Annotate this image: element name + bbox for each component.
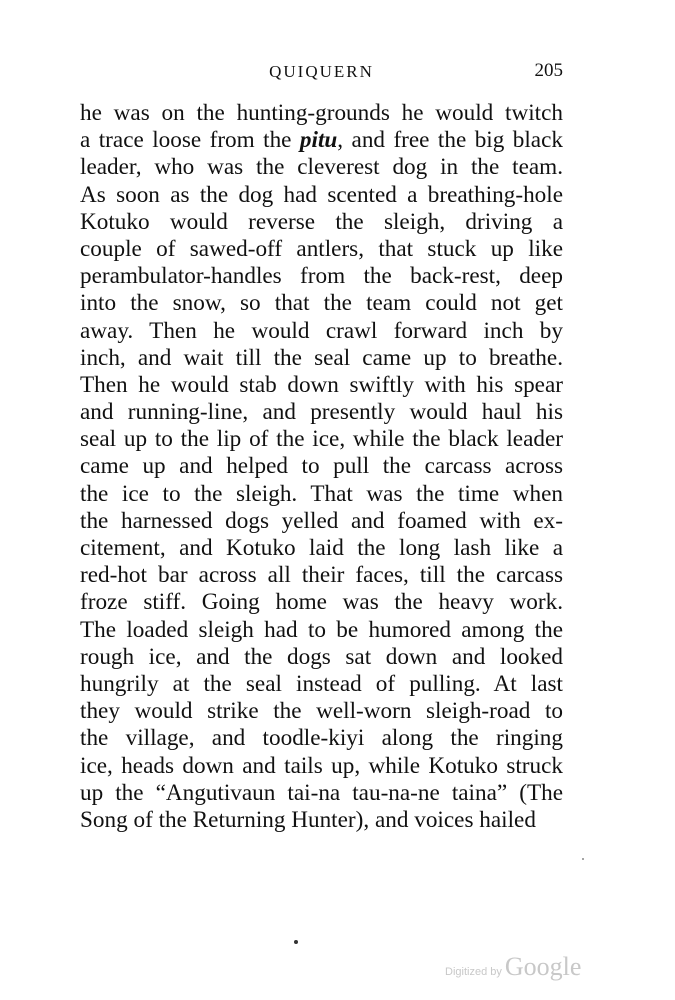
text-line: citement, and Kotuko laid the long lash like a: [80, 535, 563, 561]
text-line: inch, and wait till the seal came up to breathe.: [80, 344, 563, 371]
text-line: froze stiff. Going home was the heavy work.: [80, 589, 563, 616]
body-text: [80, 100, 563, 834]
text-line: hungrily at the seal instead of pulling. At last: [80, 670, 563, 697]
text-line: The loaded sleigh had to be humored among the: [80, 616, 563, 643]
text-line: Kotuko would reverse the sleigh, driving a: [80, 208, 563, 235]
text-line: red-hot bar across all their faces, till the carcass: [80, 562, 563, 589]
text-line: couple of sawed-off antlers, that stuck up like: [80, 235, 563, 262]
text-line: the village, and toodle-kiyi along the ringing: [80, 725, 563, 752]
italic-term: pitu: [299, 127, 338, 154]
text-line: perambulator-handles from the back-rest, deep: [80, 263, 563, 290]
text-line: the ice to the sleigh. That was the time when: [80, 480, 563, 507]
text-line: he was on the hunting-grounds he would twitch: [80, 100, 563, 126]
text-line: away. Then he would crawl forward inch by: [80, 317, 563, 344]
text-line: leader, who was the cleverest dog in the team.: [80, 154, 563, 181]
text-line: As soon as the dog had scented a breathing-hole: [80, 181, 563, 208]
text-line: ice, heads down and tails up, while Kotuko struck: [80, 752, 563, 779]
text-line: rough ice, and the dogs sat down and looked: [80, 643, 563, 670]
page-header: [80, 60, 563, 90]
text-line: and running-line, and presently would haul his: [80, 399, 563, 426]
text-line: they would strike the well-worn sleigh-road to: [80, 698, 563, 725]
watermark-prefix: Digitized by: [445, 966, 502, 978]
running-head: QUIQUERN: [269, 62, 374, 81]
text-line: Song of the Returning Hunter), and voices hailed: [80, 806, 536, 833]
footer-dot: [294, 940, 298, 944]
text-line: into the snow, so that the team could not get: [80, 290, 563, 317]
text-line: a trace loose from the pitu, and free the big black: [80, 127, 563, 154]
text-line: up the “Angutivaun tai-na tau-na-ne taina” (The: [80, 779, 563, 806]
text-line: came up and helped to pull the carcass across: [80, 453, 563, 480]
text-line: the harnessed dogs yelled and foamed with ex-: [80, 507, 563, 534]
text-line: Then he would stab down swiftly with his spear: [80, 371, 563, 398]
digitized-watermark: [445, 952, 581, 984]
google-logo: Google: [504, 952, 582, 981]
stray-mark: [582, 858, 584, 860]
page-number: 205: [534, 60, 563, 81]
text-line: seal up to the lip of the ice, while the black leader: [80, 426, 563, 453]
